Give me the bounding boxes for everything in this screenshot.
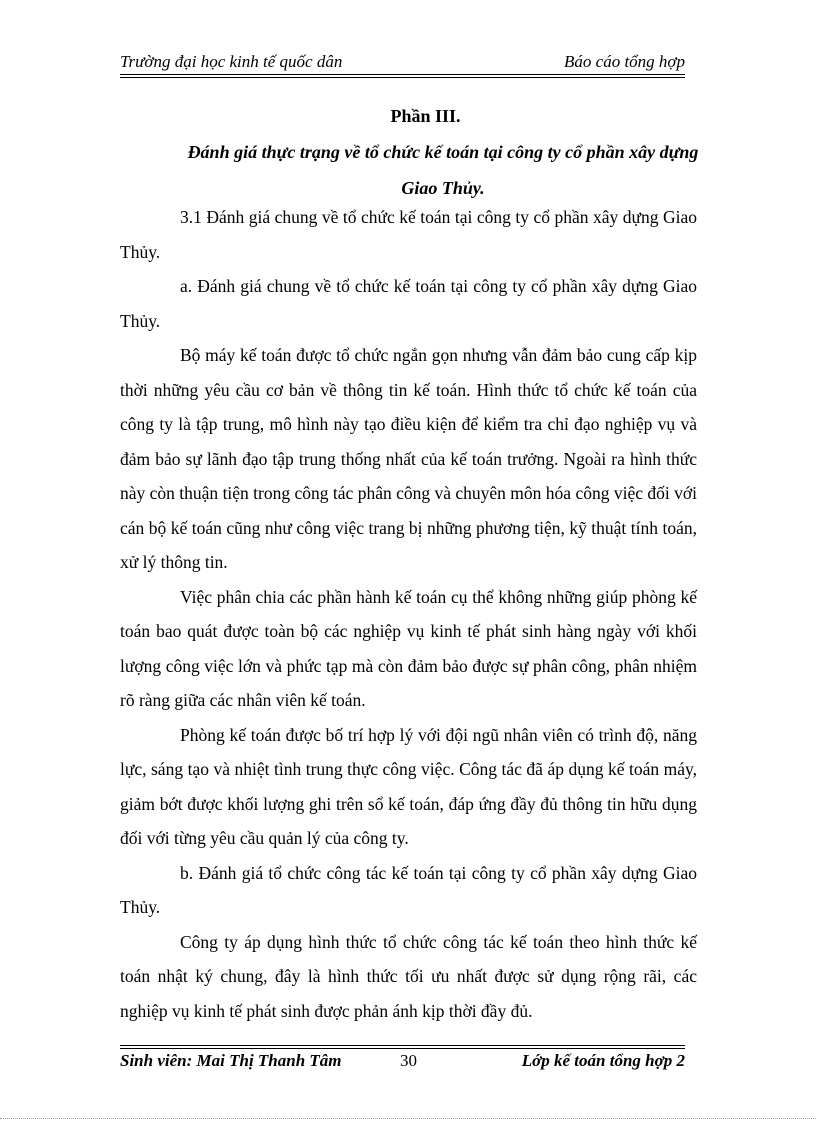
footer-student-name: Sinh viên: Mai Thị Thanh Tâm bbox=[120, 1051, 342, 1070]
page-header bbox=[120, 51, 685, 73]
paragraph-heading-a: a. Đánh giá chung về tổ chức kế toán tại công ty cổ phần xây dựng Giao Thủy. bbox=[120, 276, 697, 331]
body-text bbox=[120, 200, 697, 1028]
paragraph: Việc phân chia các phần hành kế toán cụ thể không những giúp phòng kế toán bao quát được toàn bộ các nghiệp vụ kinh tế phát sinh hàng ngày với khối lượng công việc lớn và phức tạp mà còn đảm bảo được sự phân công, phân nhiệm rõ ràng giữa các nhân viên kế toán. bbox=[120, 586, 697, 710]
page-edge-divider bbox=[0, 1118, 816, 1119]
footer-class-name: Lớp kế toán tổng hợp 2 bbox=[521, 1051, 685, 1070]
header-university: Trường đại học kinh tế quốc dân bbox=[120, 52, 343, 71]
header-report-type: Báo cáo tổng hợp bbox=[564, 52, 685, 71]
page-number: 30 bbox=[400, 1051, 417, 1070]
section-subtitle: Đánh giá thực trạng về tổ chức kế toán tại công ty cổ phần xây dựng Giao Thủy. bbox=[187, 142, 699, 198]
paragraph-heading-b: b. Đánh giá tổ chức công tác kế toán tại công ty cổ phần xây dựng Giao Thủy. bbox=[120, 862, 697, 917]
part-title: Phần III. bbox=[390, 106, 461, 126]
paragraph: Bộ máy kế toán được tổ chức ngắn gọn nhưng vẫn đảm bảo cung cấp kịp thời những yêu cầu cơ bản về thông tin kế toán. Hình thức tổ chức kế toán của công ty là tập trung, mô hình này tạo điều kiện để kiểm tra chỉ đạo nghiệp vụ và đảm bảo sự lãnh đạo tập trung thống nhất của kế toán trưởng. Ngoài ra hình thức này còn thuận tiện trong công tác phân công và chuyên môn hóa công việc đối với cán bộ kế toán cũng như công việc trang bị những phương tiện, kỹ thuật tính toán, xử lý thông tin. bbox=[120, 345, 697, 572]
paragraph: Phòng kế toán được bố trí hợp lý với đội ngũ nhân viên có trình độ, năng lực, sáng tạo và nhiệt tình trung thực công việc. Công tác đã áp dụng kế toán máy, giảm bớt được khối lượng ghi trên sổ kế toán, đáp ứng đầy đủ thông tin hữu dụng đối với từng yêu cầu quản lý của công ty. bbox=[120, 724, 697, 848]
footer-divider bbox=[120, 1045, 685, 1049]
header-divider bbox=[120, 74, 685, 78]
paragraph-heading-3-1: 3.1 Đánh giá chung về tổ chức kế toán tại công ty cổ phần xây dựng Giao Thủy. bbox=[120, 207, 697, 262]
paragraph: Công ty áp dụng hình thức tổ chức công tác kế toán theo hình thức kế toán nhật ký chung, đây là hình thức tối ưu nhất được sử dụng rộng rãi, các nghiệp vụ kinh tế phát sinh được phản ánh kịp thời đầy đủ. bbox=[120, 931, 697, 1021]
page-footer bbox=[120, 1050, 685, 1072]
